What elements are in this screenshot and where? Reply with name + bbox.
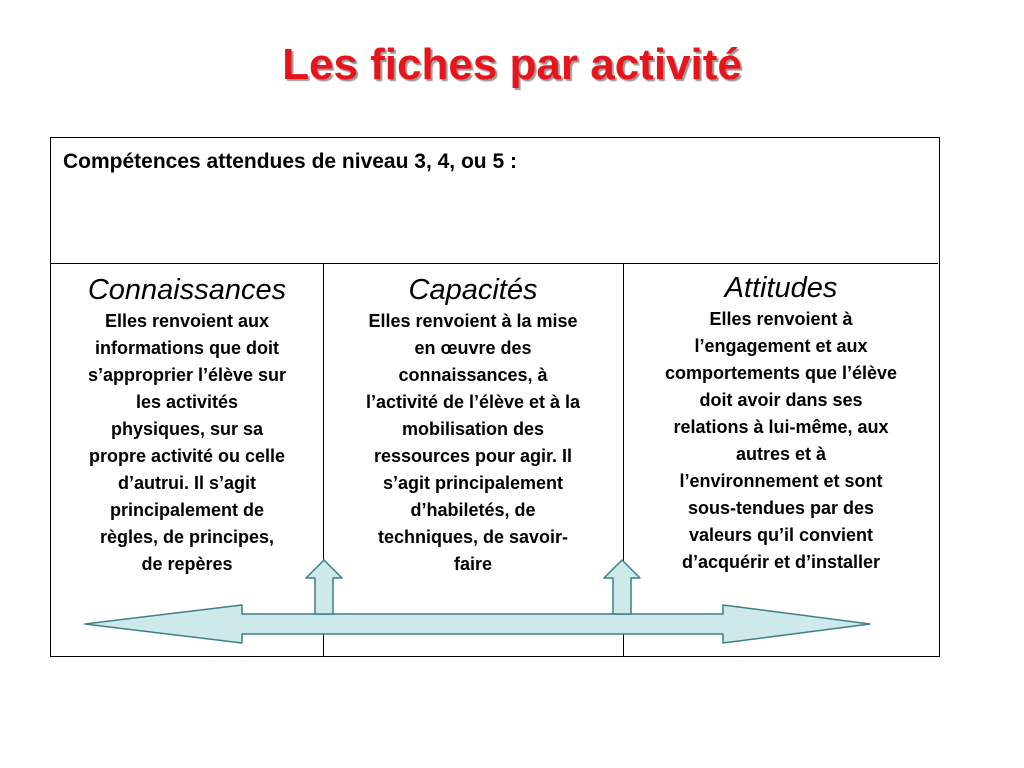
column-connaissances: [53, 274, 321, 578]
body-line: valeurs qu’il convient: [688, 525, 874, 545]
body-line: comportements que l’élève: [664, 363, 898, 383]
body-line: sous-tendues par des: [687, 498, 875, 518]
body-line: d’acquérir et d’installer: [681, 552, 881, 572]
body-line: informations que doit: [95, 338, 279, 358]
body-line: autres et à: [735, 444, 827, 464]
table-header-cell: [51, 138, 938, 264]
body-line: Elles renvoient à la mise: [368, 311, 578, 331]
body-line: principalement de: [109, 500, 265, 520]
page-title: Les fiches par activité: [282, 40, 742, 89]
body-line: mobilisation des: [401, 419, 545, 439]
column-attitudes: [625, 272, 937, 576]
column-body: [625, 306, 937, 576]
body-line: Elles renvoient à: [709, 309, 853, 329]
body-line: propre activité ou celle: [88, 446, 286, 466]
column-divider-1: [323, 264, 324, 657]
body-line: s’approprier l’élève sur: [87, 365, 287, 385]
column-body: [53, 308, 321, 578]
body-line: relations à lui-même, aux: [673, 417, 889, 437]
column-heading: Attitudes: [724, 272, 838, 304]
body-line: ressources pour agir. Il: [373, 446, 573, 466]
column-body: [325, 308, 621, 578]
body-line: doit avoir dans ses: [699, 390, 863, 410]
body-line: règles, de principes,: [99, 527, 275, 547]
body-line: connaissances, à: [398, 365, 548, 385]
body-line: techniques, de savoir-: [377, 527, 569, 547]
body-line: l’activité de l’élève et à la: [365, 392, 581, 412]
body-line: faire: [453, 554, 493, 574]
body-line: l’environnement et sont: [679, 471, 883, 491]
body-line: les activités: [135, 392, 239, 412]
column-heading: Capacités: [408, 274, 538, 306]
body-line: physiques, sur sa: [110, 419, 264, 439]
body-line: l’engagement et aux: [694, 336, 868, 356]
body-line: Elles renvoient aux: [104, 311, 270, 331]
body-line: d’autrui. Il s’agit: [117, 473, 256, 493]
body-line: en œuvre des: [414, 338, 532, 358]
body-line: d’habiletés, de: [410, 500, 536, 520]
column-heading: Connaissances: [87, 274, 287, 306]
column-capacites: [325, 274, 621, 578]
column-divider-2: [623, 264, 624, 657]
body-line: de repères: [141, 554, 233, 574]
body-line: s’agit principalement: [382, 473, 564, 493]
competences-table: [50, 137, 940, 657]
table-header-text: Compétences attendues de niveau 3, 4, ou 5 :: [63, 150, 517, 173]
